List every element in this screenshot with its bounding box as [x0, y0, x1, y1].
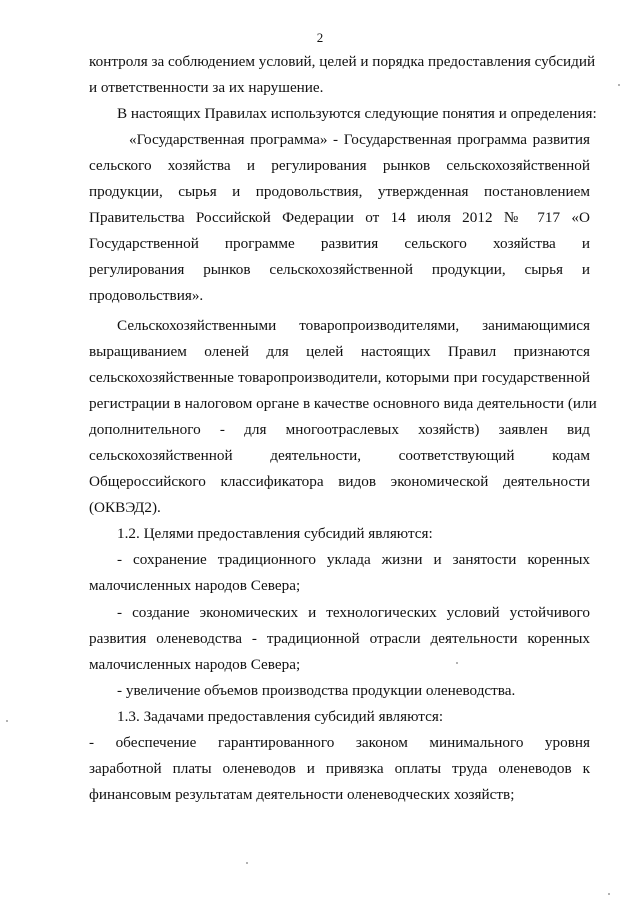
text-line: контроля за соблюдением условий, целей и порядка предоставления субсидий [89, 53, 596, 70]
text-line: и ответственности за их нарушение. [89, 79, 324, 96]
text-line: 1.3. Задачами предоставления субсидий являются: [117, 708, 444, 725]
text-line: - создание экономических и технологических условий устойчивого [117, 604, 590, 621]
text-line: «Государственная программа» - Государственная программа развития [129, 131, 590, 148]
text-line: малочисленных народов Севера; [89, 656, 301, 673]
text-line: дополнительного - для многоотраслевых хозяйств) заявлен вид [89, 421, 590, 438]
scan-speck [608, 893, 610, 895]
text-line: В настоящих Правилах используются следующие понятия и определения: [117, 105, 597, 122]
scan-speck [618, 84, 620, 86]
text-line: регулирования рынков сельскохозяйственной продукции, сырья и [89, 261, 590, 278]
text-line: сельскохозяйственной деятельности, соответствующий кодам [89, 447, 590, 464]
text-line: малочисленных народов Севера; [89, 577, 301, 594]
text-line: (ОКВЭД2). [89, 499, 161, 516]
text-line: Государственной программе развития сельского хозяйства и [89, 235, 590, 252]
text-line: Сельскохозяйственными товаропроизводителями, занимающимися [117, 317, 590, 334]
text-line: Правительства Российской Федерации от 14 июля 2012 № 717 «О [89, 209, 590, 226]
text-line: выращиванием оленей для целей настоящих Правил признаются [89, 343, 590, 360]
text-line: заработной платы оленеводов и привязка оплаты труда оленеводов к [89, 760, 590, 777]
text-line: продовольствия». [89, 287, 204, 304]
text-line: - обеспечение гарантированного законом минимального уровня [89, 734, 590, 751]
scan-speck [6, 720, 8, 722]
text-line: 1.2. Целями предоставления субсидий являются: [117, 525, 433, 542]
scan-speck [246, 862, 248, 864]
text-line: продукции, сырья и продовольствия, утвержденная постановлением [89, 183, 590, 200]
text-line: развития оленеводства - традиционной отрасли деятельности коренных [89, 630, 590, 647]
text-line: регистрации в налоговом органе в качестве основного вида деятельности (или [89, 395, 597, 412]
scan-speck [456, 662, 458, 664]
text-line: - сохранение традиционного уклада жизни и занятости коренных [117, 551, 590, 568]
text-line: сельскохозяйственные товаропроизводители, которыми при государственной [89, 369, 590, 386]
page-number: 2 [316, 30, 324, 45]
text-line: сельского хозяйства и регулирования рынков сельскохозяйственной [89, 157, 590, 174]
text-line: - увеличение объемов производства продукции оленеводства. [117, 682, 516, 699]
text-line: Общероссийского классификатора видов экономической деятельности [89, 473, 590, 490]
text-line: финансовым результатам деятельности оленеводческих хозяйств; [89, 786, 515, 803]
